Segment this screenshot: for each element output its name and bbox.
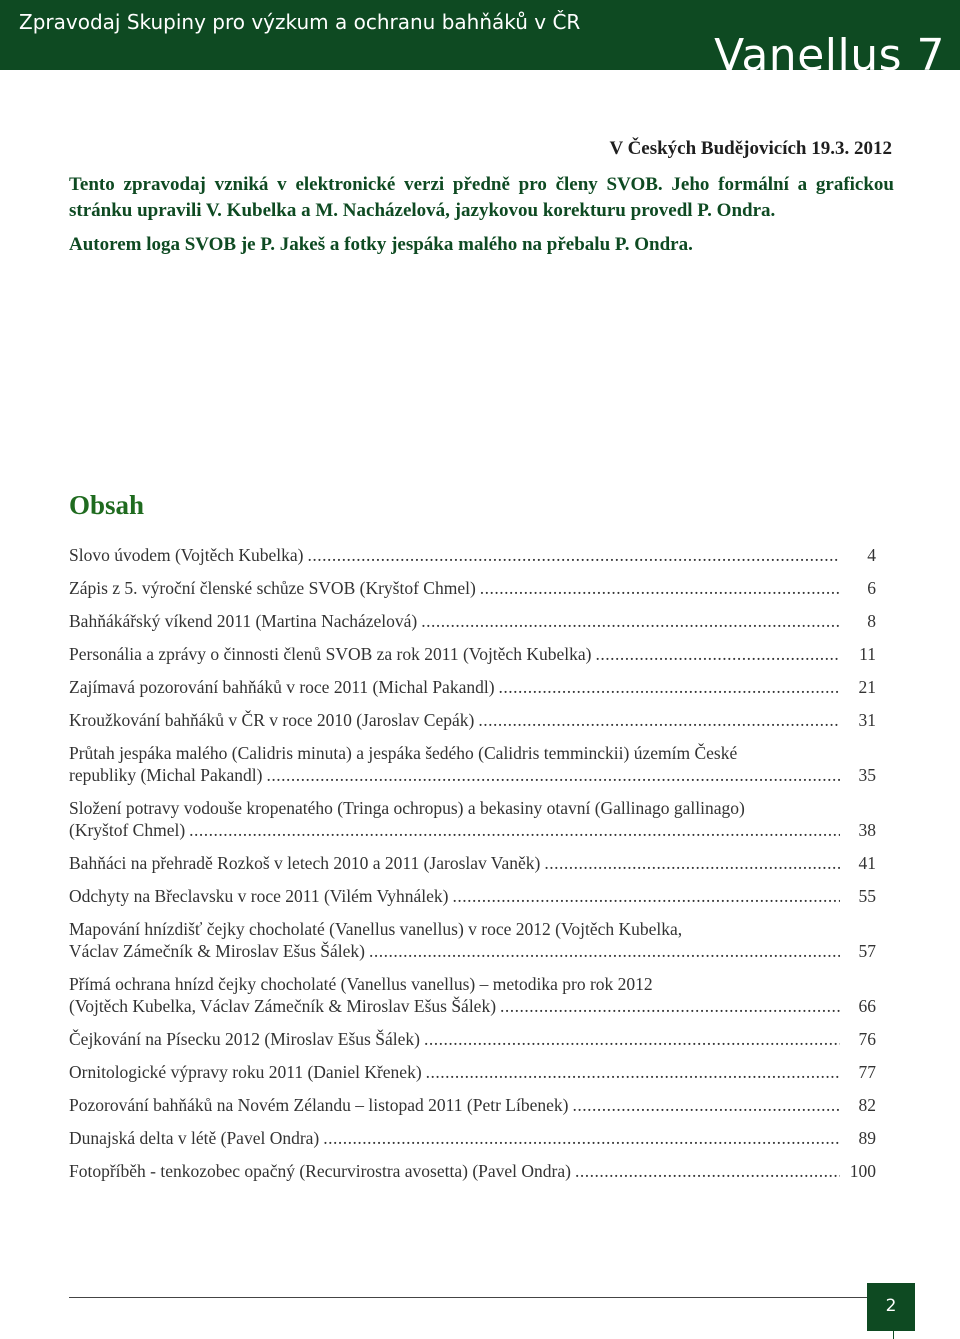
toc-entry-title: Odchyty na Břeclavsku v roce 2011 (Vilém Vyhnálek) [69, 886, 449, 906]
toc-entry-page: 76 [858, 1029, 876, 1049]
toc-entry-title: Personália a zprávy o činnosti členů SVOB za rok 2011 (Vojtěch Kubelka) [69, 644, 592, 664]
toc-entry-title-cont: (Kryštof Chmel) [69, 820, 186, 840]
toc-entry-title: Bahňákářský víkend 2011 (Martina Nacházelová) [69, 611, 418, 631]
toc-entry[interactable] [69, 852, 876, 885]
toc-entry-title: Dunajská delta v létě (Pavel Ondra) [69, 1128, 320, 1148]
toc-entry-page: 55 [858, 886, 876, 906]
intro-paragraph: Tento zpravodaj vzniká v elektronické verzi předně pro členy SVOB. Jeho formální a grafickou stránku upravili V. Kubelka a M. Nacházelová, jazykovou korekturu provedl P. Ondra. [69, 174, 894, 221]
toc-heading: Obsah [69, 490, 145, 520]
toc-entry[interactable] [69, 797, 876, 852]
page-number-badge: 2 [867, 1283, 915, 1331]
toc-entry[interactable] [69, 577, 876, 610]
toc-entry-page: 41 [858, 853, 876, 873]
dateline: V Českých Budějovicích 19.3. 2012 [609, 138, 892, 159]
toc-entry-title: Ornitologické výpravy roku 2011 (Daniel Křenek) [69, 1062, 422, 1082]
dot-leader [266, 764, 840, 786]
toc-entry-title: Bahňáci na přehradě Rozkoš v letech 2010 a 2011 (Jaroslav Vaněk) [69, 853, 541, 873]
toc-entry-title: Kroužkování bahňáků v ČR v roce 2010 (Jaroslav Cepák) [69, 710, 475, 730]
toc-entry[interactable] [69, 1028, 876, 1061]
toc-entry[interactable] [69, 918, 876, 973]
toc-entry-title-cont: Václav Zámečník & Miroslav Ešus Šálek) [69, 941, 365, 961]
toc-entry-page: 100 [849, 1161, 876, 1181]
toc-entry-title: Průtah jespáka malého (Calidris minuta) a jespáka šedého (Calidris temminckii) územím České [69, 743, 738, 763]
toc-entry-page: 11 [859, 644, 876, 664]
dot-leader [323, 1127, 840, 1149]
toc-entry-title: Fotopříběh - tenkozobec opačný (Recurvirostra avosetta) (Pavel Ondra) [69, 1161, 571, 1181]
toc-entry[interactable] [69, 544, 876, 577]
toc-entry[interactable] [69, 643, 876, 676]
dot-leader [500, 995, 840, 1017]
toc-entry[interactable] [69, 709, 876, 742]
dot-leader [575, 1160, 840, 1182]
dot-leader [478, 709, 840, 731]
toc-entry-page: 57 [858, 941, 876, 961]
toc-entry-page: 89 [858, 1128, 876, 1148]
toc-entry-page: 21 [858, 677, 876, 697]
dot-leader [572, 1094, 840, 1116]
toc-entry-title-cont: republiky (Michal Pakandl) [69, 765, 263, 785]
toc-entry-page: 77 [858, 1062, 876, 1082]
dot-leader [595, 643, 840, 665]
dot-leader [424, 1028, 840, 1050]
toc-entry[interactable] [69, 973, 876, 1028]
toc-entry-title: Zajímavá pozorování bahňáků v roce 2011 (Michal Pakandl) [69, 677, 495, 697]
dot-leader [452, 885, 840, 907]
toc-entry-title-cont: (Vojtěch Kubelka, Václav Zámečník & Miroslav Ešus Šálek) [69, 996, 497, 1016]
toc-entry-title: Čejkování na Písecku 2012 (Miroslav Ešus Šálek) [69, 1029, 420, 1049]
toc-entry-page: 4 [867, 545, 876, 565]
table-of-contents [69, 544, 876, 1193]
toc-entry-page: 31 [858, 710, 876, 730]
dot-leader [307, 544, 840, 566]
toc-entry-title: Slovo úvodem (Vojtěch Kubelka) [69, 545, 304, 565]
toc-entry[interactable] [69, 1094, 876, 1127]
dot-leader [499, 676, 840, 698]
toc-entry-page: 35 [858, 765, 876, 785]
toc-entry-title: Mapování hnízdišť čejky chocholaté (Vanellus vanellus) v roce 2012 (Vojtěch Kubelka, [69, 919, 683, 939]
toc-entry[interactable] [69, 676, 876, 709]
toc-entry[interactable] [69, 742, 876, 797]
dot-leader [426, 1061, 840, 1083]
toc-entry[interactable] [69, 885, 876, 918]
toc-entry-title: Přímá ochrana hnízd čejky chocholaté (Vanellus vanellus) – metodika pro rok 2012 [69, 974, 653, 994]
header-banner [0, 0, 960, 81]
toc-entry-page: 38 [858, 820, 876, 840]
toc-entry[interactable] [69, 1127, 876, 1160]
toc-entry-page: 66 [858, 996, 876, 1016]
dot-leader [189, 819, 840, 841]
dot-leader [480, 577, 840, 599]
toc-entry-title: Pozorování bahňáků na Novém Zélandu – listopad 2011 (Petr Líbenek) [69, 1095, 569, 1115]
dot-leader [544, 852, 840, 874]
intro-text [69, 172, 894, 258]
newsletter-subtitle: Zpravodaj Skupiny pro výzkum a ochranu bahňáků v ČR [19, 10, 581, 34]
newsletter-title: Vanellus 7 [714, 30, 945, 81]
footer-divider [69, 1297, 909, 1298]
toc-entry[interactable] [69, 1061, 876, 1094]
toc-entry-page: 6 [867, 578, 876, 598]
dot-leader [369, 940, 840, 962]
toc-entry-title: Zápis z 5. výroční členské schůze SVOB (Kryštof Chmel) [69, 578, 476, 598]
intro-paragraph: Autorem loga SVOB je P. Jakeš a fotky jespáka malého na přebalu P. Ondra. [69, 234, 693, 255]
dot-leader [421, 610, 840, 632]
page-marker-tick [893, 1331, 894, 1339]
toc-entry[interactable] [69, 1160, 876, 1193]
toc-entry-title: Složení potravy vodouše kropenatého (Tringa ochropus) a bekasiny otavní (Gallinago gallinago) [69, 798, 745, 818]
toc-entry-page: 82 [858, 1095, 876, 1115]
toc-entry-page: 8 [867, 611, 876, 631]
toc-entry[interactable] [69, 610, 876, 643]
